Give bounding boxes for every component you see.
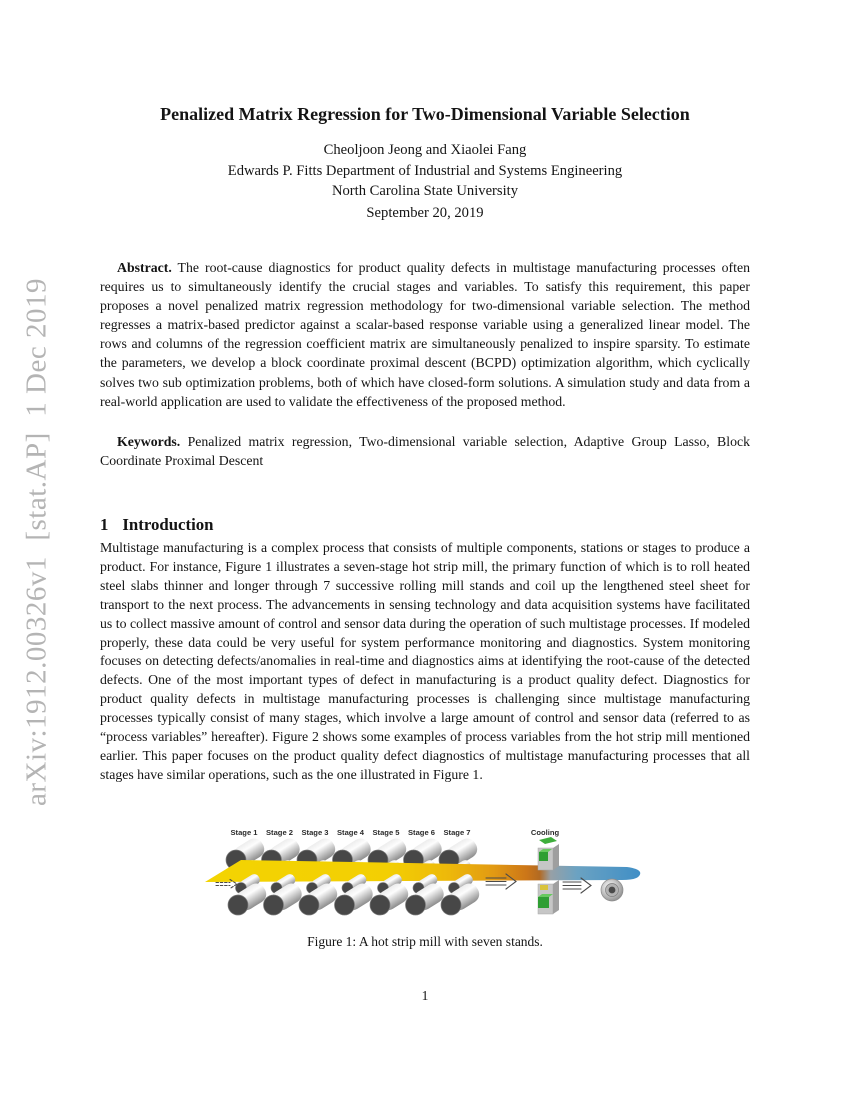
- section-1-heading: [100, 515, 213, 535]
- stage-3-label: Stage 3: [301, 828, 329, 837]
- author-block: [0, 140, 850, 202]
- arxiv-watermark: arXiv:1912.00326v1 [stat.AP] 1 Dec 2019: [20, 278, 53, 806]
- paper-date: September 20, 2019: [366, 205, 484, 221]
- stage-4-label: Stage 4: [336, 828, 365, 837]
- stage-6-label: Stage 6: [407, 828, 436, 837]
- institution: North Carolina State University: [331, 183, 519, 199]
- abstract-paragraph: [100, 258, 750, 411]
- authors: Cheoljoon Jeong and Xiaolei Fang: [323, 142, 527, 158]
- paper-title: Penalized Matrix Regression for Two-Dimensional Variable Selection: [160, 104, 690, 125]
- abstract-text: The root-cause diagnostics for product quality defects in multistage manufacturing processes often requires us to simultaneously identify the crucial stages and variables. To satisfy this requirement, this paper proposes a novel penalized matrix regression methodology for two-dimensional variable selection. The method regresses a matrix-based predictor against a scalar-based response variable using a generalized linear model. The rows and columns of the regression coefficient matrix are simultaneously penalized to inspire sparsity. To estimate the parameters, we develop a block coordinate proximal descent (BCPD) optimization algorithm, which cyclically solves two sub optimization problems, both of which have closed-form solutions. A simulation study and data from a real-world application are used to validate the effectiveness of the proposed method.: [100, 260, 750, 409]
- section-title: Introduction: [122, 514, 214, 534]
- section-number: 1: [100, 514, 109, 534]
- keywords-label: Keywords.: [117, 434, 181, 449]
- steel-coil: [601, 879, 623, 901]
- figure-1-caption: Figure 1: A hot strip mill with seven stands.: [307, 934, 543, 949]
- cooling-label: Cooling: [530, 828, 560, 837]
- abstract-label: Abstract.: [117, 260, 172, 275]
- introduction-paragraph: Multistage manufacturing is a complex process that consists of multiple components, stations or stages to produce a product. For instance, Figure 1 illustrates a seven-stage hot strip mill, the primary function of which is to roll heated steel slabs thinner and longer through 7 successive rolling mill stands and coil up the lengthened steel sheet for transport to the next process. The advancements in sensing technology and data acquisition systems have facilitated us to collect massive amount of control and sensor data during the operation of such multistage processes. If modeled properly, these data could be very useful for system performance monitoring and diagnostics. System monitoring focuses on detecting defects/anomalies in real-time and diagnostics aims at identifying the root-cause of the detected defects. One of the most important types of defect in manufacturing is a product quality defect. Diagnostics for product quality defects in multistage manufacturing processes is challenging since multistage manufacturing processes typically consist of many stages, which involve a large amount of control and sensor data (referred to as “process variables” hereafter). Figure 2 shows some examples of process variables from the hot strip mill mentioned earlier. This paper focuses on the product quality defect diagnostics of multistage manufacturing processes that all stages have similar operations, such as the one illustrated in Figure 1.: [100, 540, 750, 782]
- stage-2-label: Stage 2: [265, 828, 294, 837]
- stage-7-label: Stage 7: [443, 828, 471, 837]
- stage-1-label: Stage 1: [230, 828, 258, 837]
- steel-strip: [205, 860, 640, 882]
- affiliation: Edwards P. Fitts Department of Industrial and Systems Engineering: [227, 162, 623, 179]
- keywords-text: Penalized matrix regression, Two-dimensional variable selection, Adaptive Group Lasso, Block Coordinate Proximal Descent: [100, 434, 750, 469]
- keywords-paragraph: [100, 432, 750, 470]
- page-number: 1: [421, 988, 429, 1003]
- stage-5-label: Stage 5: [372, 828, 400, 837]
- figure-1-hot-strip-mill: [203, 818, 653, 930]
- hot-strip-mill-diagram: [203, 818, 653, 930]
